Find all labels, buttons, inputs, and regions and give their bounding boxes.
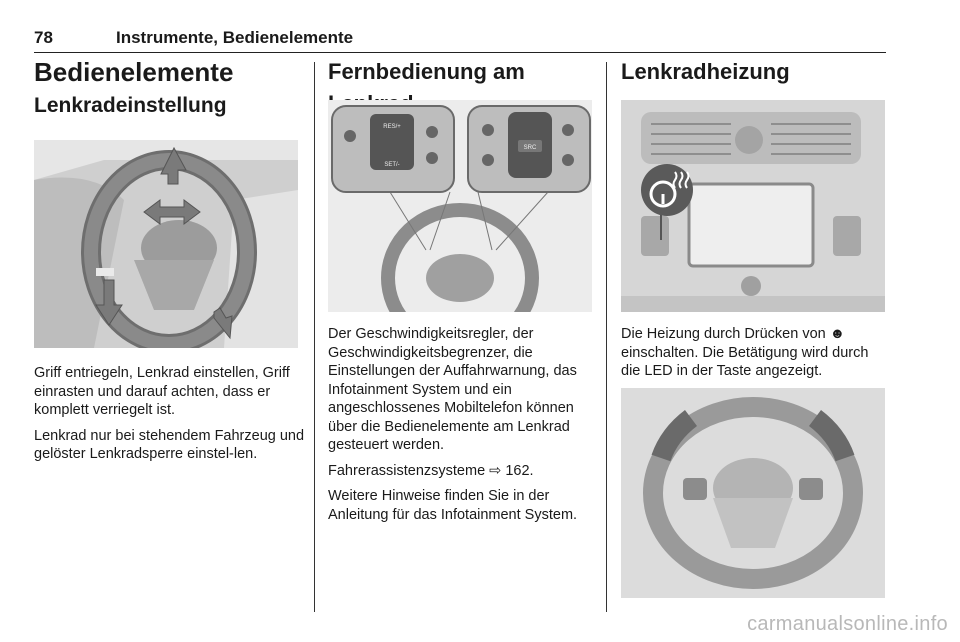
watermark: carmanualsonline.info xyxy=(747,613,948,635)
section-title: Fernbedienung am xyxy=(328,59,525,84)
column-divider xyxy=(606,62,607,612)
column-3 xyxy=(621,56,891,88)
column-2-text xyxy=(328,325,598,531)
paragraph: Lenkrad nur bei stehendem Fahrzeug und gelöster Lenkradsperre einstel-len. xyxy=(34,427,305,462)
src-label: SRC xyxy=(523,145,537,151)
paragraph: Der Geschwindigkeitsregler, der Geschwindigkeitsbegrenzer, die Einstellungen der Auffahrwarnung, das Infotainment System und ein angeschlossenes Mobiltelefon können über die Bedienelemente am Lenkrad gesteuert werden. xyxy=(328,326,577,453)
paragraph: Die Heizung durch Drücken von ☻ einschalten. Die Betätigung wird durch die LED in der Taste angezeigt. xyxy=(621,326,869,379)
page-number: 78 xyxy=(34,28,53,47)
dashboard-illustration xyxy=(621,100,885,312)
column-3-text xyxy=(621,325,891,388)
page-header xyxy=(34,28,886,53)
chapter-title: Instrumente, Bedienelemente xyxy=(116,28,354,47)
steering-adjust-illustration xyxy=(34,140,298,348)
set-label: SET/- xyxy=(384,162,400,168)
res-label: RES/+ xyxy=(383,124,401,130)
steering-controls-illustration xyxy=(328,100,592,312)
section-title: Lenkradheizung xyxy=(621,59,790,84)
subsection-title: Lenkradeinstellung xyxy=(34,94,227,117)
column-1 xyxy=(34,56,304,120)
column-divider xyxy=(314,62,315,612)
section-title: Bedienelemente xyxy=(34,57,234,87)
steering-wheel-heating-icon xyxy=(641,164,693,216)
heated-wheel-illustration xyxy=(621,388,885,598)
paragraph: Griff entriegeln, Lenkrad einstellen, Griff einrasten und darauf achten, dass er komplett verriegelt ist. xyxy=(34,365,290,418)
column-1-text xyxy=(34,364,306,471)
paragraph: Fahrerassistenzsysteme ⇨ 162. xyxy=(328,462,534,479)
paragraph: Weitere Hinweise finden Sie in der Anleitung für das Infotainment System. xyxy=(328,488,578,523)
